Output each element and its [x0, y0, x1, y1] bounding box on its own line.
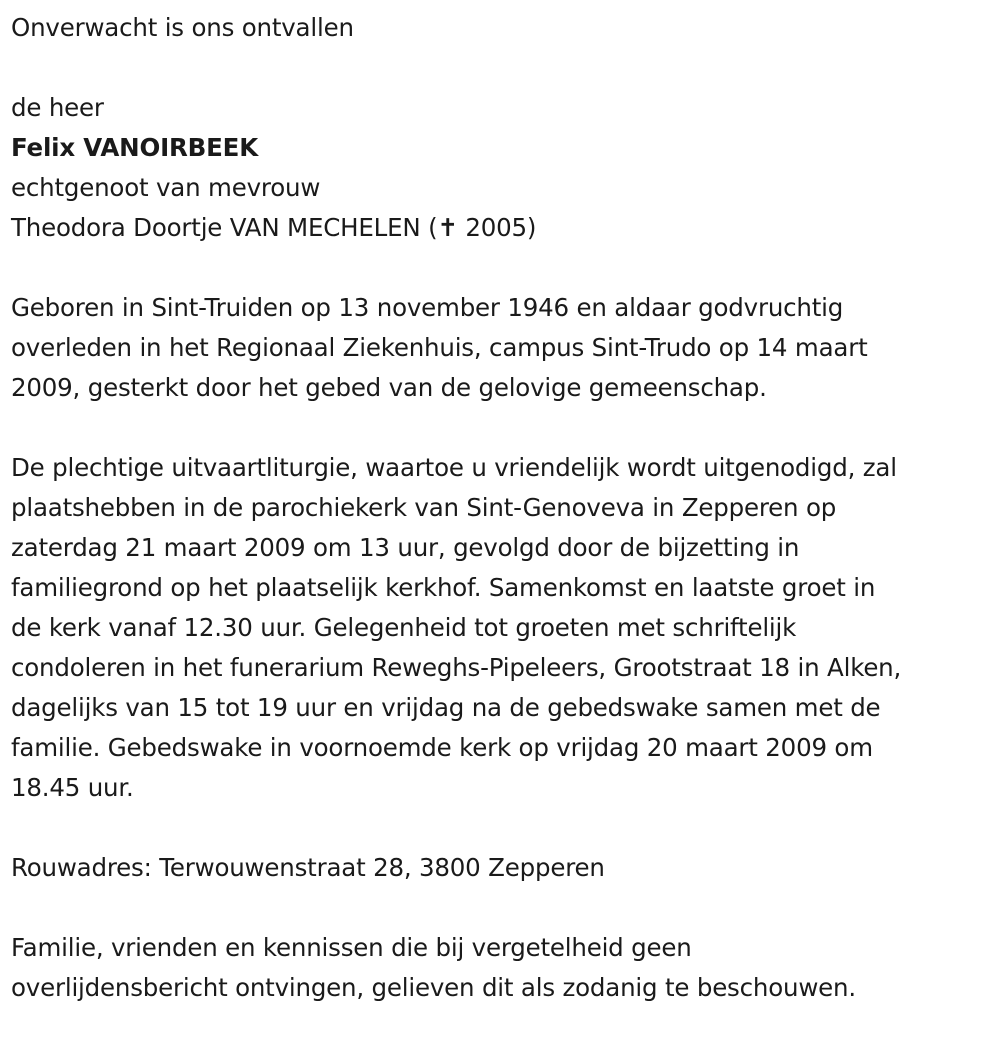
paragraph-line: overleden in het Regionaal Ziekenhuis, campus Sint-Trudo op 14 maart [11, 333, 868, 362]
paragraph-line: zaterdag 21 maart 2009 om 13 uur, gevolgd door de bijzetting in [11, 533, 800, 562]
spacer [11, 408, 1000, 448]
paragraph-line: 18.45 uur. [11, 773, 134, 802]
intro-text: Onverwacht is ons ontvallen [11, 13, 354, 42]
spacer [11, 888, 1000, 928]
spacer [11, 48, 1000, 88]
paragraph-line: dagelijks van 15 tot 19 uur en vrijdag na de gebedswake samen met de [11, 693, 881, 722]
relation-text: echtgenoot van mevrouw [11, 173, 321, 202]
spouse-name: Theodora Doortje VAN MECHELEN (✝ 2005) [11, 213, 537, 242]
mourning-address: Rouwadres: Terwouwenstraat 28, 3800 Zepperen [11, 853, 605, 882]
paragraph-line: familiegrond op het plaatselijk kerkhof. Samenkomst en laatste groet in [11, 573, 876, 602]
spacer [11, 808, 1000, 848]
birth-death-paragraph [11, 288, 1000, 408]
honorific: de heer [11, 93, 104, 122]
paragraph-line: condoleren in het funerarium Reweghs-Pipeleers, Grootstraat 18 in Alken, [11, 653, 902, 682]
paragraph-line: overlijdensbericht ontvingen, gelieven dit als zodanig te beschouwen. [11, 973, 856, 1002]
paragraph-line: de kerk vanaf 12.30 uur. Gelegenheid tot groeten met schriftelijk [11, 613, 797, 642]
paragraph-line: plaatshebben in de parochiekerk van Sint-Genoveva in Zepperen op [11, 493, 837, 522]
closing-paragraph [11, 928, 1000, 1008]
paragraph-line: Familie, vrienden en kennissen die bij vergetelheid geen [11, 933, 692, 962]
paragraph-line: Geboren in Sint-Truiden op 13 november 1946 en aldaar godvruchtig [11, 293, 844, 322]
funeral-paragraph [11, 448, 1000, 808]
paragraph-line: familie. Gebedswake in voornoemde kerk op vrijdag 20 maart 2009 om [11, 733, 873, 762]
paragraph-line: 2009, gesterkt door het gebed van de gelovige gemeenschap. [11, 373, 767, 402]
spacer [11, 248, 1000, 288]
deceased-name: Felix VANOIRBEEK [11, 133, 258, 162]
paragraph-line: De plechtige uitvaartliturgie, waartoe u vriendelijk wordt uitgenodigd, zal [11, 453, 897, 482]
